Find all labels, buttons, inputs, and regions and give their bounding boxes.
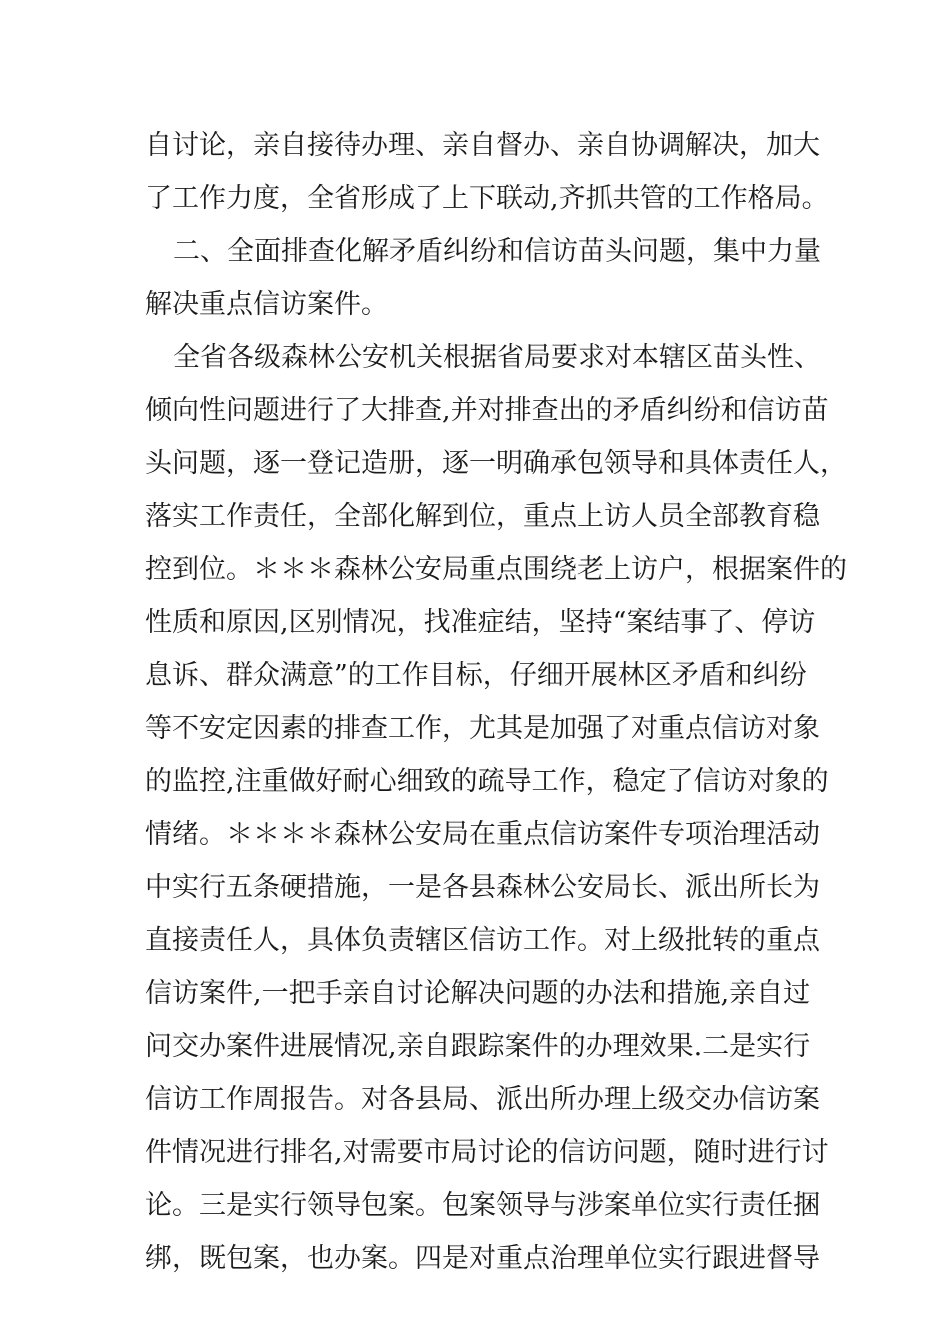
text-line-8: 落实工作责任，全部化解到位，重点上访人员全部教育稳 xyxy=(145,501,820,532)
text-line-17: 信访案件,一把手亲自讨论解决问题的办法和措施,亲自过 xyxy=(145,978,811,1009)
text-line-19: 信访工作周报告。对各县局、派出所办理上级交办信访案 xyxy=(145,1084,820,1115)
text-line-9: 控到位。＊＊＊森林公安局重点围绕老上访户，根据案件的 xyxy=(145,554,847,585)
text-line-15: 中实行五条硬措施，一是各县森林公安局长、派出所长为 xyxy=(145,872,820,903)
text-line-5: 全省各级森林公安机关根据省局要求对本辖区苗头性、 xyxy=(173,342,821,373)
text-line-11: 息诉、群众满意”的工作目标，仔细开展林区矛盾和纠纷 xyxy=(145,660,807,691)
text-line-12: 等不安定因素的排查工作，尤其是加强了对重点信访对象 xyxy=(145,713,820,744)
text-line-18: 问交办案件进展情况,亲自跟踪案件的办理效果.二是实行 xyxy=(145,1031,811,1062)
text-line-6: 倾向性问题进行了大排查,并对排查出的矛盾纠纷和信访苗 xyxy=(145,395,829,426)
text-line-20: 件情况进行排名,对需要市局讨论的信访问题，随时进行讨 xyxy=(145,1137,829,1168)
text-line-22: 绑，既包案，也办案。四是对重点治理单位实行跟进督导 xyxy=(145,1243,820,1274)
text-line-13: 的监控,注重做好耐心细致的疏导工作，稳定了信访对象的 xyxy=(145,766,829,797)
text-line-2: 了工作力度，全省形成了上下联动,齐抓共管的工作格局。 xyxy=(145,183,829,214)
text-line-14: 情绪。＊＊＊＊森林公安局在重点信访案件专项治理活动 xyxy=(145,819,820,850)
section-heading-line-2: 解决重点信访案件。 xyxy=(145,289,388,320)
text-line-16: 直接责任人，具体负责辖区信访工作。对上级批转的重点 xyxy=(145,925,820,956)
section-heading-line-1: 二、全面排查化解矛盾纠纷和信访苗头问题，集中力量 xyxy=(173,236,821,267)
text-line-10: 性质和原因,区别情况，找准症结，坚持“案结事了、停访 xyxy=(145,607,816,638)
text-line-21: 论。三是实行领导包案。包案领导与涉案单位实行责任捆 xyxy=(145,1190,820,1221)
text-line-1: 自讨论，亲自接待办理、亲自督办、亲自协调解决，加大 xyxy=(145,130,820,161)
text-line-7: 头问题，逐一登记造册，逐一明确承包领导和具体责任人， xyxy=(145,448,847,479)
